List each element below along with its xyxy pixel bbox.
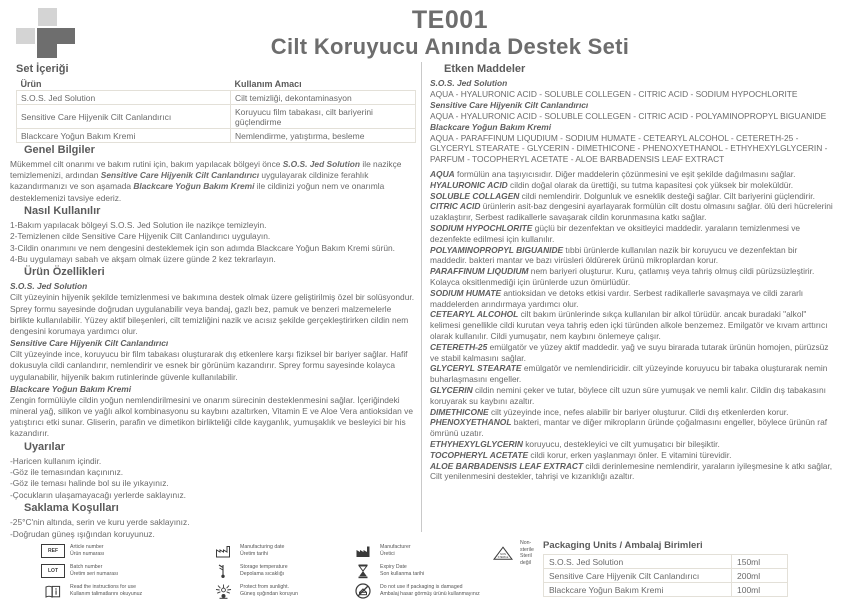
feature-product-text: Cilt yüzeyinin hijyenik şekilde temizlenmesi ve bakımına destek olmak üzere geliştirilmiş özel bir solüsyondur. Sprey formu sayesinde doğrudan uygulanabilir veya bandaj, gazlı bez, pamuk ve benzeri malzemelerle birlikte kullanılabilir. Yüzey aktif bileşenleri, cilt temizliğini nazik ve acısız şekilde gerçekleştirirken cildin nem dengesini korumaya yardımcı olur. (10, 292, 415, 337)
ingredient-description (430, 363, 836, 385)
svg-text:STERILE: STERILE (497, 555, 509, 559)
legend-text-tr: Steril değil (520, 553, 532, 566)
legend-text-tr: Depolama sıcaklığı (240, 571, 285, 577)
ingredient-description (430, 245, 836, 267)
ingredient-text: cildi nemlendirir. Dolgunluk ve esneklik desteği sağlar. Cilt bariyerini güçlendirir. (519, 190, 815, 201)
legend-item-manufacturing-date (210, 540, 284, 562)
ai-product-name: Blackcare Yoğun Bakım Kremi (430, 121, 552, 132)
ingredient-name: ALOE BARBADENSIS LEAF EXTRACT (430, 460, 584, 471)
column-header-product: Ürün (20, 79, 42, 89)
legend-text-en: Article number (70, 544, 104, 551)
legend-text-en: Expiry Date (380, 564, 407, 571)
legend-item-non-sterile (490, 540, 534, 566)
ingredient-text: emülgatör ve nemlendiricidir. cilt yüzeyinde koruyucu bir tabaka oluşturarak nemin buharlaşmasını engeller. (430, 363, 828, 385)
ingredient-text: cildin nemini çeker ve tutar, böylece cilt uzun süre yumuşak ve nemli kalır. Cildin dış tabakasını koruyarak su kaybını azaltır. (430, 384, 826, 406)
cell-product: Sensitive Care Hijyenik Cilt Canlandırıcı (17, 105, 231, 129)
legend-text-tr: Üretim tarihi (240, 551, 268, 557)
ingredient-description (430, 169, 836, 180)
set-contents-table (16, 78, 416, 143)
read-instructions-icon (40, 580, 66, 602)
ingredient-description (430, 266, 836, 288)
product-code: TE001 (411, 6, 489, 34)
general-info-paragraph (10, 159, 416, 204)
legend-item-storage-temperature (210, 560, 288, 582)
ingredient-name: DIMETHICONE (430, 406, 489, 417)
ingredient-name: PHENOXYETHANOL (430, 417, 512, 428)
table-row (544, 583, 788, 597)
crossed-package-icon (355, 583, 371, 599)
ingredient-text: cildi derinlemesine nemlendirir, yaraların iyileşmesine k atkı sağlar, Cilt yenilenmesini destekler, tahrişi ve kızarıklığı azaltır. (430, 460, 833, 482)
manufacturer-icon (350, 540, 376, 562)
legend-text (380, 584, 480, 597)
feature-product-text: Zengin formülüyle cildin yoğun nemlendirilmesini ve onarım sürecinin desteklenmesini sağlar. İçeriğindeki mineral yağ, silikon ve yağlı alkol kombinasyonu su kaybını azaltırken, Vitamin E ve Aloe Vera antioksidan ve yatıştırıcı etki sunar. Gliserin, parafin ve dimetikon birlikteliği cilde kayganlık, yumuşaklık ve besleyici bir his kazandırır. (10, 394, 413, 439)
legend-item-manufacturer (350, 540, 411, 562)
expiry-date-icon (350, 560, 376, 582)
table-row (17, 91, 416, 105)
feature-product-name: Sensitive Care Hijyenik Cilt Canlandırıcı (10, 338, 169, 349)
legend-text-en: Protect from sunlight. (240, 584, 290, 591)
legend-text-en: Manufacturer (380, 544, 411, 551)
legend-text-tr: Güneş ışığından koruyun (240, 591, 298, 597)
cell-product: S.O.S. Jed Solution (544, 555, 732, 569)
factory-solid-icon (355, 545, 371, 558)
cell-purpose: Cilt temizliği, dekontaminasyon (231, 91, 416, 105)
ingredient-name: TOCOPHERYL ACETATE (430, 449, 529, 460)
cell-volume: 150ml (732, 555, 788, 569)
column-divider (421, 62, 422, 532)
ingredient-text: cilt bakım ürünlerinde sıkça kullanılan bir alkol türüdür. ancak buradaki "alkol" kelimesi genellikle cildi kurutan veya tahriş eden içki türünden alkole benzemez. Emilgatör ve kıvam arttırıcı olarak kullanılır. Cildi yumuşatır, nem kaybını önlemeye çalışır. (430, 309, 828, 341)
ingredient-description (430, 180, 836, 191)
sun-rays-icon (215, 584, 232, 599)
legend-text-en: Do not use if packaging is damaged (380, 584, 463, 591)
book-i-icon (45, 585, 61, 598)
ingredient-text: cildi korur, erken yaşlanmayı önler. E vitamini türevidir. (528, 449, 732, 460)
warning-item: -Göz ile temasından kaçınınız. (10, 467, 124, 478)
gi-t2: ile nazikçe temizlemenizi, ardından (10, 159, 402, 181)
set-contents-title: Set İçeriği (16, 63, 69, 75)
right-column (428, 62, 836, 482)
active-ingredients-title: Etken Maddeler (444, 63, 526, 75)
legend-text-tr: Üretici (380, 551, 395, 557)
factory-outline-icon (215, 545, 231, 558)
ingredient-text: ürünlerin asit-baz dengesini ayarlayarak formülün cilt dostu olmasını sağlar. ölü deri hücrelerini uzaklaştırır, Serbest radikallerle savaşarak cildin korunmasına katkı sağlar. (430, 201, 833, 223)
ref-box-icon (40, 540, 66, 562)
table-row (17, 129, 416, 143)
how-to-use-step: 2-Temizlenen cilde Sensitive Care Hijyenik Cilt Canlandırıcı uygulayın. (10, 231, 271, 242)
ingredient-name: GLYCERIN (430, 384, 473, 395)
left-column (8, 62, 416, 540)
ingredient-description (430, 385, 836, 407)
hourglass-icon (356, 564, 370, 579)
legend-item-read-instructions (40, 580, 142, 602)
legend-text-en: Manufacturing date (240, 544, 285, 551)
legend-text-tr: Üretim seri numarası (70, 571, 119, 577)
legend-text-en: Non-sterile (520, 540, 534, 553)
ingredient-name: POLYAMINOPROPYL BIGUANIDE (430, 244, 564, 255)
ingredient-name: CETERETH-25 (430, 341, 488, 352)
ingredient-name: HYALURONIC ACID (430, 179, 508, 190)
ingredient-description-list (428, 169, 836, 482)
legend-text-tr: Son kullanma tarihi (380, 571, 425, 577)
feature-product-name: Blackcare Yoğun Bakım Kremi (10, 383, 132, 394)
table-header-row (17, 78, 416, 91)
warning-item: -Haricen kullanım içindir. (10, 455, 102, 466)
legend-item-article-number (40, 540, 104, 562)
ingredient-name: SODIUM HYPOCHLORITE (430, 222, 533, 233)
legend-item-batch-number (40, 560, 118, 582)
storage-title: Saklama Koşulları (24, 502, 119, 515)
ingredient-text: koruyucu, destekleyici ve cilt yumuşatıcı bir bileşiktir. (522, 438, 720, 449)
product-features-title: Ürün Özellikleri (24, 266, 105, 279)
ai-inci-list: AQUA - HYALURONIC ACID - SOLUBLE COLLEGEN - CITRIC ACID - POLYAMINOPROPYL BIGUANIDE (430, 110, 827, 121)
gi-i2: Sensitive Care Hijyenik Cilt Canlandırıcı (100, 170, 260, 181)
warning-item: -Çocukların ulaşamayacağı yerlerde saklayınız. (10, 489, 186, 500)
ingredient-text: formülün ana taşıyıcısıdır. Diğer maddelerin çözünmesini ve eşit şekilde dağılmasını sağlar. (454, 168, 796, 179)
legend-text (70, 584, 142, 597)
logo-square-top (38, 8, 57, 26)
table-row (544, 555, 788, 569)
ingredient-description (430, 407, 836, 418)
feature-product-text: Cilt yüzeyinde ince, koruyucu bir film tabakası oluşturarak dış etkenlere karşı fiziksel bir bariyer sağlar. Hafif dokusuyla cildi canlandırır, nemlendirir ve esnek bir görünüm kazandırır. Sprey formu sayesinde kolayca uygulanabilir, hijyenik bakım rutinlerinde güvenle kullanılabilir. (10, 349, 408, 382)
ai-inci-list: AQUA - HYALURONIC ACID - SOLUBLE COLLEGEN - CITRIC ACID - SODIUM HYPOCHLORITE (430, 89, 798, 99)
legend-text-tr: Ürün numarası (70, 551, 105, 557)
packaging-units-section (543, 540, 833, 597)
ingredient-name: GLYCERYL STEARATE (430, 363, 522, 374)
legend-text (380, 564, 424, 577)
ingredient-description (430, 201, 836, 223)
legend-item-expiry-date (350, 560, 424, 582)
legend-item-protect-from-sunlight (210, 580, 298, 602)
ingredient-name: PARAFFINUM LIQUDIUM (430, 266, 529, 277)
ingredient-text: güçlü bir dezenfektan ve oksitleyici maddedir. yaraların temizlenmesi ve dezenfekte edilmesi için kullanılır. (430, 222, 801, 244)
storage-item: -25°C'nin altında, serin ve kuru yerde saklayınız. (10, 517, 190, 528)
legend-text (380, 544, 411, 557)
lot-box-icon (40, 560, 66, 582)
cell-volume: 200ml (732, 569, 788, 583)
cell-product: Sensitive Care Hijyenik Cilt Canlandırıcı (544, 569, 732, 583)
ingredient-text: antioksidan ve detoks etkisi vardır. Serbest radikallerle savaşmaya ve cildi zararlı maddelerden arındırmaya yardımcı olur. (430, 287, 804, 309)
ai-product-name: S.O.S. Jed Solution (430, 78, 508, 88)
protect-from-sunlight-icon (210, 580, 236, 602)
legend-text-tr: Ambalaj hasar görmüş ürünü kullanmayınız (380, 591, 480, 597)
ref-label: REF (41, 544, 65, 558)
triangle-non-sterile-icon (493, 546, 513, 561)
ingredient-description (430, 309, 836, 341)
legend-item-do-not-use-if-damaged (350, 580, 480, 602)
legend-text-en: Read the instructions for use (70, 584, 137, 591)
cell-product: Blackcare Yoğun Bakım Kremi (544, 583, 732, 597)
svg-text:NON: NON (500, 552, 506, 556)
ingredient-name: AQUA (430, 168, 455, 179)
ingredient-name: SODIUM HUMATE (430, 287, 502, 298)
gi-t1: Mükemmel cilt onarımı ve bakım rutini için, bakım yapılacak bölgeyi önce (10, 159, 283, 169)
legend-text (70, 544, 104, 557)
legend-text (520, 540, 534, 566)
ingredient-description (430, 461, 836, 483)
legend-text (240, 544, 284, 557)
cell-product: S.O.S. Jed Solution (17, 91, 231, 105)
ai-inci-list: AQUA - PARAFFINUM LIQUDIUM - SODIUM HUMATE - CETEARYL ALCOHOL - CETERETH-25 - GLYCERYL STEARATE - GLYCERIN - DIMETHICONE - PHENOXYETHANOL - ETHYHEXYLGLYCERIN - PARFUM - TOCOPHERYL ACETATE - ALOE BARBADENSIS LEAF EXTRACT (430, 132, 828, 165)
ingredient-text: cilt yüzeyinde ince, nefes alabilir bir bariyer oluşturur. Cildi dış etkenlerden korur. (488, 406, 789, 417)
ingredient-name: SOLUBLE COLLAGEN (430, 190, 520, 201)
legend-text-en: Storage temperature (240, 564, 288, 571)
cell-purpose: Koruyucu film tabakası, cilt bariyerini güçlendirme (231, 105, 416, 129)
ingredient-description (430, 417, 836, 439)
page-title: Cilt Koruyucu Anında Destek Seti (270, 34, 630, 59)
ingredient-name: CETEARYL ALCOHOL (430, 309, 519, 320)
warning-item: -Göz ile teması halinde bol su ile yıkayınız. (10, 478, 169, 489)
ingredient-description (430, 342, 836, 364)
ingredient-description (430, 439, 836, 450)
ingredient-text: tıbbi ürünlerde kullanılan nazik bir koruyucu ve dezenfektan bir maddedir. bakteri mantar ve bazı virüsleri öldürerek ürünü mikroplardan korur. (430, 244, 798, 266)
ingredient-description (430, 450, 836, 461)
legend-text (240, 564, 288, 577)
gi-i1: S.O.S. Jed Solution (282, 159, 361, 169)
cell-purpose: Nemlendirme, yatıştırma, besleme (231, 129, 416, 143)
ingredient-name: CITRIC ACID (430, 201, 481, 212)
ingredient-name: ETHYHEXYLGLYCERIN (430, 438, 523, 449)
packaging-units-table (543, 554, 788, 597)
warnings-title: Uyarılar (24, 440, 65, 453)
how-to-use-step: 4-Bu uygulamayı sabah ve akşam olmak üzere günde 2 kez tekrarlayın. (10, 254, 276, 265)
ingredient-description (430, 288, 836, 310)
title-block (70, 6, 830, 60)
table-row (544, 569, 788, 583)
lot-label: LOT (41, 564, 65, 578)
non-sterile-icon (490, 542, 516, 564)
medical-cross-logo (16, 8, 68, 58)
do-not-use-if-damaged-icon (350, 580, 376, 602)
gi-t3: uygulayarak cildinize ferahlık kazandırmanızı ve son aşamada (10, 170, 369, 192)
ingredient-text: bakteri, mantar ve diğer mikropların üründe çoğalmasını engeller, böylece ürünün raf ömrünü uzatır. (430, 417, 828, 439)
gi-t4: ile cildinizi yoğun nem ve onarımla desteklemenizi tavsiye ederiz. (10, 181, 385, 203)
gi-i3: Blackcare Yoğun Bakım Kremi (133, 181, 255, 192)
legend-text (240, 584, 298, 597)
how-to-use-step: 1-Bakım yapılacak bölgeyi S.O.S. Jed Solution ile nazikçe temizleyin. (10, 219, 267, 230)
manufacturing-date-icon (210, 540, 236, 562)
thermometer-icon (215, 564, 231, 579)
feature-product-name: S.O.S. Jed Solution (10, 281, 88, 292)
storage-temperature-icon (210, 560, 236, 582)
packaging-units-title: Packaging Units / Ambalaj Birimleri (543, 540, 703, 551)
ai-product-name: Sensitive Care Hijyenik Cilt Canlandırıcı (430, 99, 589, 110)
legend-text (70, 564, 118, 577)
cell-product: Blackcare Yoğun Bakım Kremi (17, 129, 231, 143)
logo-square-left (16, 28, 35, 44)
column-header-purpose: Kullanım Amacı (234, 79, 302, 89)
ingredient-description (430, 223, 836, 245)
ingredient-text: nem bariyeri oluşturur. Kuru, çatlamış veya tahriş olmuş cildi pürüzsüzleştirir. Kolayca oksitlenmediği için ürünlerde uzun ömürlüdür. (430, 266, 815, 287)
legend-text-tr: Kullanım talimatlarını okuyunuz (70, 591, 143, 597)
how-to-use-step: 3-Cildin onarımını ve nem dengesini desteklemek için son adımda Blackcare Yoğun Bakım Kremi sürün. (10, 242, 395, 253)
general-info-title: Genel Bilgiler (24, 144, 95, 156)
table-row (17, 105, 416, 129)
page-header (0, 0, 842, 60)
symbol-legend (10, 538, 534, 597)
ingredient-text: emülgatör ve yüzey aktif maddedir. yağ ve suyu birarada tutarak ürünün homojen, pürüzsüz ve stabil kalmasını sağlar. (430, 341, 829, 363)
storage-item: -Doğrudan güneş ışığından koruyunuz. (10, 528, 155, 539)
legend-text-en: Batch number (70, 564, 103, 571)
cell-volume: 100ml (732, 583, 788, 597)
logo-square-center (37, 28, 57, 58)
how-to-use-title: Nasıl Kullanılır (24, 204, 101, 217)
ingredient-text: cildin doğal olarak da ürettiği, su tutma kapasitesi çok yüksek bir moleküldür. (507, 179, 794, 190)
ingredient-description (430, 191, 836, 202)
